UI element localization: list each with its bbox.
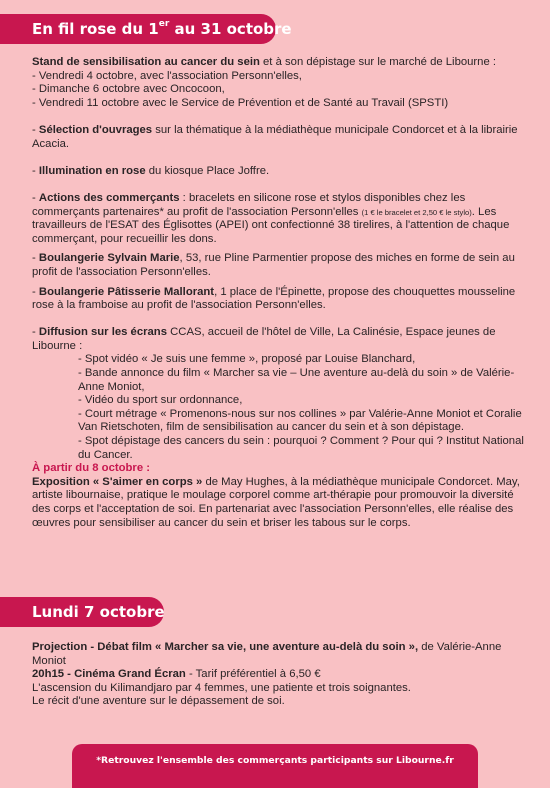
illumination-item: - Illumination en rose du kiosque Place Joffre. [32, 164, 270, 177]
section-banner-october: En fil rose du 1er au 31 octobre [0, 14, 276, 44]
boulangerie-mallorant-item: - Boulangerie Pâtisserie Mallorant, 1 place de l'Épinette, propose des chouquettes mousseline rose à la framboise au profit de l'association Personn'elles. [32, 285, 516, 312]
actions-item: - Actions des commerçants : bracelets en silicone rose et stylos disponibles chez les commerçants partenaires* au profit de l'association Personn'elles (1 € le bracelet et 2,50 € le stylo). Les travailleurs de l'ESAT des Églisottes (APEI) ont confectionné 38 tirelires, à l'attention de chaque commerçant, pour recueillir les dons. [32, 191, 510, 245]
diffusion-list [32, 353, 527, 462]
projection-time: 20h15 - Cinéma Grand Écran - Tarif préférentiel à 6,50 € [32, 668, 321, 681]
projection-item: Projection - Débat film « Marcher sa vie, une aventure au-delà du soin », de Valérie-Anne Moniot [32, 641, 502, 667]
stand-date: - Vendredi 4 octobre, avec l'association Personn'elles, [32, 69, 302, 82]
stand-heading: Stand de sensibilisation au cancer du sein et à son dépistage sur le marché de Libourne : [32, 56, 497, 68]
projection-description: L'ascension du Kilimandjaro par 4 femmes, une patiente et trois soignantes. [32, 681, 411, 694]
october-program [32, 56, 527, 530]
stand-date: - Dimanche 6 octobre avec Oncocoon, [32, 83, 225, 96]
list-item: - Court métrage « Promenons-nous sur nos collines » par Valérie-Anne Moniot et Coralie Van Rietschoten, film de sensibilisation au cancer du sein et à son dépistage. [78, 407, 522, 434]
footer-note: *Retrouvez l'ensemble des commerçants participants sur Libourne.fr [72, 744, 478, 788]
exposition-date-heading: À partir du 8 octobre : [32, 462, 150, 475]
selection-item: - Sélection d'ouvrages sur la thématique à la médiathèque municipale Condorcet et à la librairie Acacia. [32, 123, 518, 150]
boulangerie-marie-item: - Boulangerie Sylvain Marie, 53, rue Pline Parmentier propose des miches en forme de sein au profit de l'association Personn'elles. [32, 252, 515, 278]
list-item: - Spot vidéo « Je suis une femme », proposé par Louise Blanchard, [78, 353, 416, 366]
stand-date: - Vendredi 11 octobre avec le Service de Prévention et de Santé au Travail (SPSTI) [32, 96, 449, 109]
list-item: - Vidéo du sport sur ordonnance, [78, 394, 243, 407]
exposition-item: Exposition « S'aimer en corps » de May Hughes, à la médiathèque municipale Condorcet. May, artiste libournaise, pratique le moulage corporel comme art-thérapie pour promouvoir la diversité des corps et l'acceptation de soi. En partenariat avec l'association Personn'elles, elle réalise des œuvres pour sensibiliser au cancer du sein et briser les tabous sur le corps. [32, 475, 520, 529]
list-item: - Bande annonce du film « Marcher sa vie – Une aventure au-delà du soin » de Valérie-Anne Moniot, [78, 367, 515, 393]
list-item: - Spot dépistage des cancers du sein : pourquoi ? Comment ? Pour qui ? Institut National du Cancer. [78, 435, 524, 461]
section-banner-monday: Lundi 7 octobre [0, 597, 164, 627]
diffusion-item: - Diffusion sur les écrans CCAS, accueil de l'hôtel de Ville, La Calinésie, Espace jeunes de Libourne : [32, 326, 496, 352]
projection-description: Le récit d'une aventure sur le dépassement de soi. [32, 695, 285, 708]
monday-program [32, 641, 527, 709]
